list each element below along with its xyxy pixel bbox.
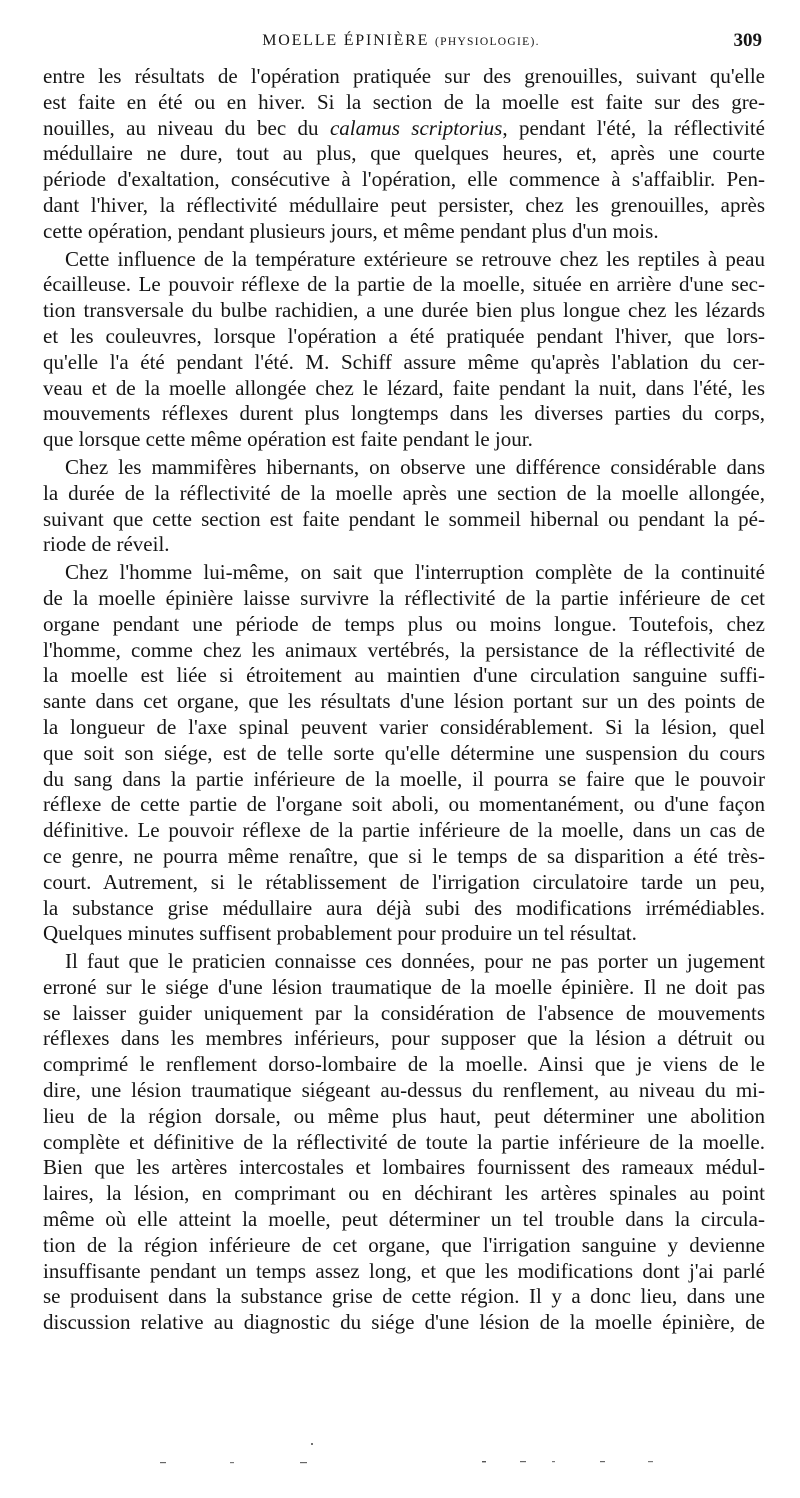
text-line: définitive. Le pouvoir réflexe de la partie inférieure de la moelle, dans un cas de — [43, 818, 765, 843]
text-line: écailleuse. Le pouvoir réflexe de la partie de la moelle, située en arrière d'une sec- — [43, 272, 765, 297]
text-line: Cette influence de la température extérieure se retrouve chez les reptiles à peau — [65, 246, 765, 271]
text-line: que lorsque cette même opération est faite pendant le jour. — [43, 427, 533, 452]
text-line: mouvements réflexes durent plus longtemps dans les diverses parties du corps, — [43, 401, 765, 426]
text-line: du sang dans la partie inférieure de la moelle, il pourra se faire que le pouvoir — [43, 766, 765, 791]
text-line: que soit son siége, est de telle sorte qu'elle détermine une suspension du cours — [43, 740, 765, 765]
text-line: insuffisante pendant un temps assez long, et que les modifications dont j'ai parlé — [43, 1258, 765, 1283]
text-line: l'homme, comme chez les animaux vertébrés, la persistance de la réflectivité de — [43, 637, 765, 662]
text-line: réflexes dans les membres inférieurs, pour supposer que la lésion a détruit ou — [43, 1026, 765, 1051]
page-number: 309 — [733, 30, 762, 51]
paragraph — [43, 64, 765, 245]
text-line: cette opération, pendant plusieurs jours, et même pendant plus d'un mois. — [43, 218, 659, 243]
running-title — [40, 32, 762, 50]
text-line: la substance grise médullaire aura déjà subi des modifications irrémédiables. — [43, 895, 765, 920]
running-head — [40, 30, 762, 56]
text-line: riode de réveil. — [43, 532, 170, 557]
text-line: et les couleuvres, lorsque l'opération a été pratiquée pendant l'hiver, que lors- — [43, 323, 765, 348]
text-line: même où elle atteint la moelle, peut déterminer un tel trouble dans la circula- — [43, 1207, 765, 1232]
text-line: tion de la région inférieure de cet organe, que l'irrigation sanguine y devienne — [43, 1232, 765, 1257]
paragraph — [43, 247, 765, 453]
text-line: court. Autrement, si le rétablissement de l'irrigation circulatoire tarde un peu, — [43, 869, 765, 894]
text-line: veau et de la moelle allongée chez le lézard, faite pendant la nuit, dans l'été, les — [43, 375, 765, 400]
text-line: médullaire ne dure, tout au plus, que quelques heures, et, après une courte — [43, 141, 765, 166]
text-line: complète et définitive de la réflectivité de toute la partie inférieure de la moelle. — [43, 1129, 765, 1154]
text-line: réflexe de cette partie de l'organe soit aboli, ou momentanément, ou d'une façon — [43, 792, 765, 817]
text-line: tion transversale du bulbe rachidien, a une durée bien plus longue chez les lézards — [43, 298, 765, 323]
text-line: lieu de la région dorsale, ou même plus haut, peut déterminer une abolition — [43, 1103, 765, 1128]
text-line: nouilles, au niveau du bec du calamus scriptorius, pendant l'été, la réflectivité — [43, 115, 765, 140]
text-line: est faite en été ou en hiver. Si la section de la moelle est faite sur des gre- — [43, 89, 765, 114]
paragraph — [43, 949, 765, 1336]
text-line: la longueur de l'axe spinal peuvent varier considérablement. Si la lésion, quel — [43, 714, 765, 739]
text-line: laires, la lésion, en comprimant ou en déchirant les artères spinales au point — [43, 1181, 765, 1206]
paragraph — [43, 455, 765, 558]
text-line: Quelques minutes suffisent probablement pour produire un tel résultat. — [43, 921, 637, 946]
text-line: erroné sur le siége d'une lésion traumatique de la moelle épinière. Il ne doit pas — [43, 974, 765, 999]
text-line: Il faut que le praticien connaisse ces données, pour ne pas porter un jugement — [65, 949, 765, 974]
print-specks — [0, 1440, 800, 1470]
text-line: organe pendant une période de temps plus ou moins longue. Toutefois, chez — [43, 611, 765, 636]
running-title-main: MOELLE ÉPINIÈRE — [262, 32, 430, 49]
text-line: de la moelle épinière laisse survivre la réflectivité de la partie inférieure de cet — [43, 585, 765, 610]
text-line: sante dans cet organe, que les résultats d'une lésion portant sur un des points de — [43, 689, 765, 714]
text-line: ce genre, ne pourra même renaître, que si le temps de sa disparition a été très- — [43, 843, 765, 868]
text-line: Chez l'homme lui-même, on sait que l'interruption complète de la continuité — [65, 560, 765, 585]
text-line: Bien que les artères intercostales et lombaires fournissent des rameaux médul- — [43, 1155, 765, 1180]
running-title-sub: (PHYSIOLOGIE). — [435, 36, 540, 48]
text-line: se produisent dans la substance grise de cette région. Il y a donc lieu, dans une — [43, 1284, 765, 1309]
paragraph — [43, 560, 765, 947]
text-line: se laisser guider uniquement par la considération de l'absence de mouvements — [43, 1000, 765, 1025]
text-line: la durée de la réflectivité de la moelle après une section de la moelle allongée, — [43, 480, 765, 505]
text-line: dant l'hiver, la réflectivité médullaire peut persister, chez les grenouilles, après — [43, 192, 765, 217]
body-text — [43, 64, 765, 1338]
text-line: la moelle est liée si étroitement au maintien d'une circulation sanguine suffi- — [43, 663, 765, 688]
text-line: Chez les mammifères hibernants, on observe une différence considérable dans — [65, 454, 765, 479]
text-line: entre les résultats de l'opération pratiquée sur des grenouilles, suivant qu'elle — [43, 64, 765, 88]
text-line: discussion relative au diagnostic du siége d'une lésion de la moelle épinière, de — [43, 1310, 765, 1335]
text-line: comprimé le renflement dorso-lombaire de la moelle. Ainsi que je viens de le — [43, 1052, 765, 1077]
text-line: dire, une lésion traumatique siégeant au-dessus du renflement, au niveau du mi- — [43, 1078, 765, 1103]
text-line: suivant que cette section est faite pendant le sommeil hibernal ou pendant la pé- — [43, 506, 765, 531]
text-line: période d'exaltation, consécutive à l'opération, elle commence à s'affaiblir. Pen- — [43, 167, 765, 192]
text-line: qu'elle l'a été pendant l'été. M. Schiff assure même qu'après l'ablation du cer- — [43, 349, 765, 374]
